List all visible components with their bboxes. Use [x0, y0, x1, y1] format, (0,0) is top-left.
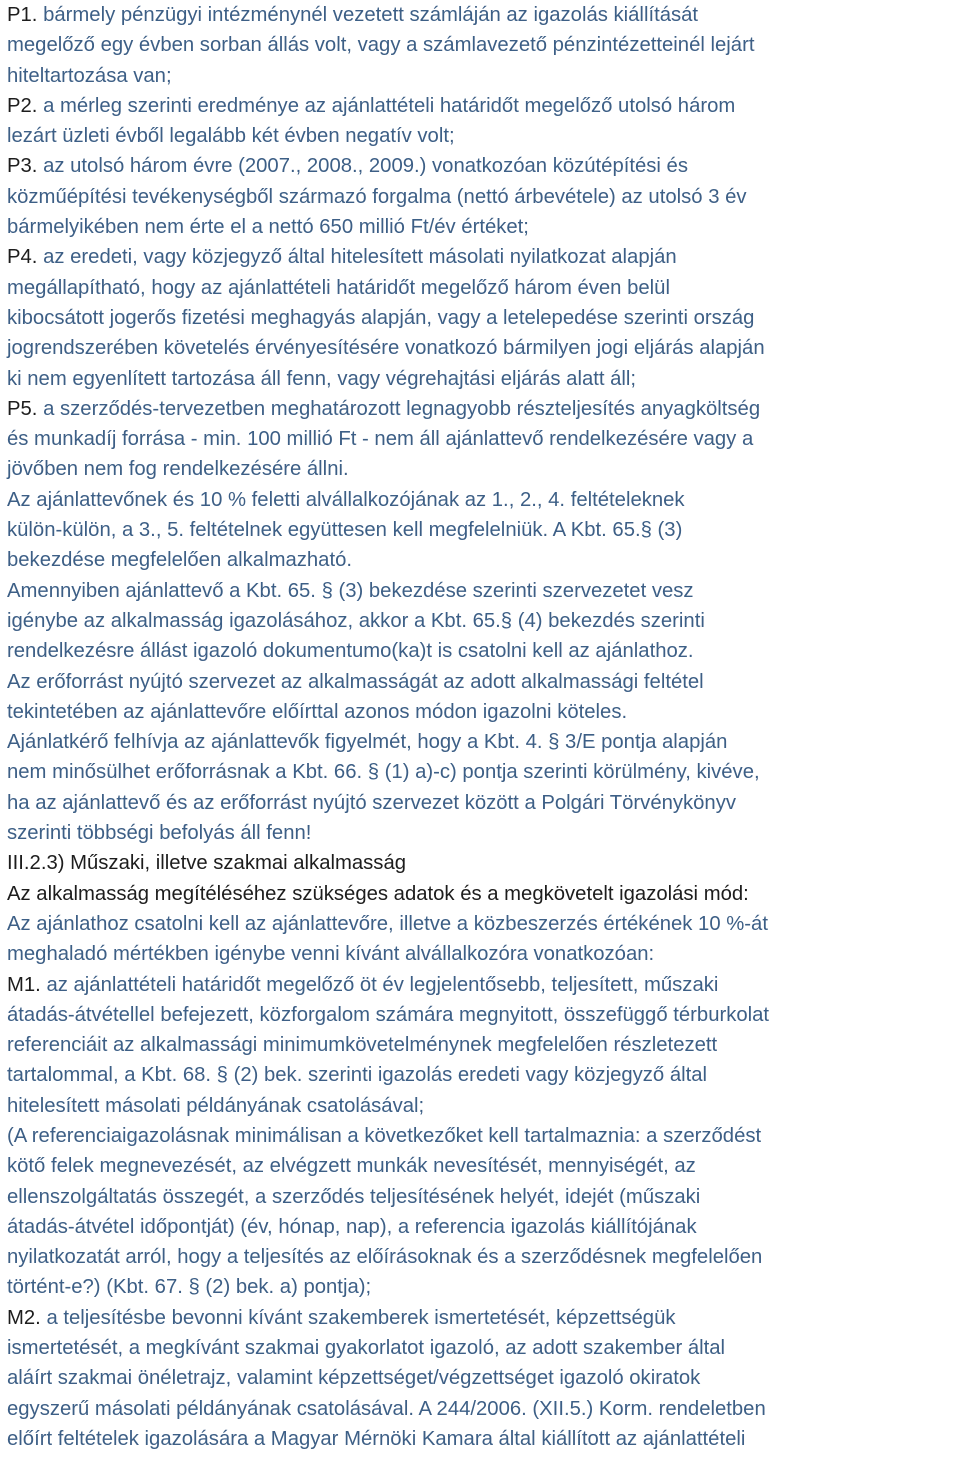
document-line: [7, 1363, 957, 1393]
line-text: tekintetében az ajánlattevőre előírttal azonos módon igazolni köteles.: [7, 700, 628, 723]
document-line: [7, 667, 957, 697]
document-line: [7, 1394, 957, 1424]
line-text: megállapítható, hogy az ajánlattételi határidőt megelőző három éven belül: [7, 276, 670, 299]
line-text: bármely pénzügyi intézménynél vezetett számláján az igazolás kiállítását: [37, 4, 699, 26]
line-text: ha az ajánlattevő és az erőforrást nyújtó szervezet között a Polgári Törvénykönyv: [7, 791, 736, 814]
document-line: [7, 757, 957, 787]
document-line: [7, 1151, 957, 1181]
line-lead: Az alkalmasság megítéléséhez szükséges adatok és a megkövetelt igazolási mód:: [7, 882, 749, 905]
document-line: [7, 1424, 957, 1454]
document-line: [7, 727, 957, 757]
document-line: [7, 1182, 957, 1212]
line-text: hiteltartozása van;: [7, 64, 172, 87]
document-line: [7, 970, 957, 1000]
document-line: [7, 576, 957, 606]
line-text: referenciáit az alkalmassági minimumkövetelménynek megfelelően részletezett: [7, 1034, 718, 1057]
document-line: [7, 91, 957, 121]
line-text: a szerződés-tervezetben meghatározott legnagyobb részteljesítés anyagköltség: [37, 397, 761, 420]
line-lead: P3.: [7, 155, 38, 178]
line-text: Az erőforrást nyújtó szervezet az alkalmasságát az adott alkalmassági feltétel: [7, 670, 704, 693]
line-text: aláírt szakmai önéletrajz, valamint képzettséget/végzettséget igazoló okiratok: [7, 1367, 701, 1390]
line-text: közműépítési tevékenységből származó forgalma (nettó árbevétele) az utolsó 3 év: [7, 185, 747, 208]
document-line: [7, 1030, 957, 1060]
document-line: [7, 939, 957, 969]
document-line: [7, 818, 957, 848]
line-text: rendelkezésre állást igazoló dokumentumo(ka)t is csatolni kell az ajánlathoz.: [7, 640, 694, 663]
document-line: [7, 394, 957, 424]
line-lead: P4.: [7, 246, 38, 269]
document-line: [7, 788, 957, 818]
document-page: [7, 0, 957, 1454]
document-line: [7, 30, 957, 60]
document-line: [7, 121, 957, 151]
line-text: jövőben nem fog rendelkezésére állni.: [7, 458, 349, 481]
line-text: nyilatkozatát arról, hogy a teljesítés az előírásoknak és a szerződésnek megfelelően: [7, 1246, 763, 1269]
document-line: [7, 273, 957, 303]
document-line: [7, 636, 957, 666]
line-lead: III.2.3) Műszaki, illetve szakmai alkalmasság: [7, 852, 406, 875]
document-line: [7, 242, 957, 272]
line-text: meghaladó mértékben igénybe venni kívánt alvállalkozóra vonatkozóan:: [7, 943, 655, 966]
line-text: kibocsátott jogerős fizetési meghagyás alapján, vagy a letelepedése szerinti ország: [7, 306, 755, 329]
document-line: [7, 303, 957, 333]
document-line: [7, 1091, 957, 1121]
document-line: [7, 1212, 957, 1242]
document-line: [7, 1242, 957, 1272]
line-text: bekezdése megfelelően alkalmazható.: [7, 549, 352, 572]
document-line: [7, 333, 957, 363]
document-line: [7, 182, 957, 212]
line-text: a teljesítésbe bevonni kívánt szakemberek ismertetését, képzettségük: [40, 1306, 676, 1329]
line-text: bármelyikében nem érte el a nettó 650 millió Ft/év értéket;: [7, 216, 529, 239]
line-text: egyszerű másolati példányának csatolásával. A 244/2006. (XII.5.) Korm. rendeletben: [7, 1397, 766, 1420]
line-text: ismertetését, a megkívánt szakmai gyakorlatot igazoló, az adott szakember által: [7, 1337, 726, 1360]
line-text: és munkadíj forrása - min. 100 millió Ft - nem áll ajánlattevő rendelkezésére vagy a: [7, 428, 754, 451]
line-text: megelőző egy évben sorban állás volt, vagy a számlavezető pénzintézetteinél lejárt: [7, 34, 755, 57]
document-line: [7, 848, 957, 878]
line-lead: M1.: [7, 973, 41, 996]
document-line: [7, 424, 957, 454]
document-line: [7, 697, 957, 727]
document-line: [7, 1121, 957, 1151]
document-line: [7, 1333, 957, 1363]
line-text: átadás-átvétel időpontját) (év, hónap, nap), a referencia igazolás kiállítójának: [7, 1215, 697, 1238]
document-line: [7, 212, 957, 242]
line-text: az ajánlattételi határidőt megelőző öt év legjelentősebb, teljesített, műszaki: [40, 973, 719, 996]
document-line: [7, 1272, 957, 1302]
line-text: lezárt üzleti évből legalább két évben negatív volt;: [7, 125, 455, 148]
line-lead: P1.: [7, 4, 38, 26]
line-text: Az ajánlattevőnek és 10 % feletti alvállalkozójának az 1., 2., 4. feltételeknek: [7, 488, 685, 511]
line-text: átadás-átvétellel befejezett, közforgalom számára megnyitott, összefüggő térburkolat: [7, 1003, 770, 1026]
document-line: [7, 545, 957, 575]
line-lead: P5.: [7, 397, 38, 420]
line-text: szerinti többségi befolyás áll fenn!: [7, 822, 312, 845]
line-text: az eredeti, vagy közjegyző által hitelesített másolati nyilatkozat alapján: [37, 246, 677, 269]
document-line: [7, 151, 957, 181]
document-line: [7, 909, 957, 939]
line-text: hitelesített másolati példányának csatolásával;: [7, 1094, 425, 1117]
document-line: [7, 1303, 957, 1333]
document-line: [7, 1000, 957, 1030]
line-text: előírt feltételek igazolására a Magyar Mérnöki Kamara által kiállított az ajánlattételi: [7, 1427, 746, 1450]
document-line: [7, 606, 957, 636]
line-text: történt-e?) (Kbt. 67. § (2) bek. a) pontja);: [7, 1276, 372, 1299]
line-text: külön-külön, a 3., 5. feltételnek együttesen kell megfelelniük. A Kbt. 65.§ (3): [7, 519, 683, 542]
line-text: Amennyiben ajánlattevő a Kbt. 65. § (3) bekezdése szerinti szervezetet vesz: [7, 579, 694, 602]
line-text: jogrendszerében követelés érvényesítésére vonatkozó bármilyen jogi eljárás alapján: [7, 337, 765, 360]
line-text: Az ajánlathoz csatolni kell az ajánlattevőre, illetve a közbeszerzés értékének 10 %-át: [7, 912, 768, 935]
document-line: [7, 879, 957, 909]
document-line: [7, 454, 957, 484]
line-lead: P2.: [7, 94, 38, 117]
line-text: nem minősülhet erőforrásnak a Kbt. 66. § (1) a)-c) pontja szerinti körülmény, kivéve,: [7, 761, 760, 784]
document-line: [7, 364, 957, 394]
line-text: az utolsó három évre (2007., 2008., 2009.) vonatkozóan közútépítési és: [37, 155, 688, 178]
line-text: tartalommal, a Kbt. 68. § (2) bek. szerinti igazolás eredeti vagy közjegyző által: [7, 1064, 708, 1087]
line-text: igénybe az alkalmasság igazolásához, akkor a Kbt. 65.§ (4) bekezdés szerinti: [7, 609, 705, 632]
document-line: [7, 61, 957, 91]
document-line: [7, 485, 957, 515]
line-text: ki nem egyenlített tartozása áll fenn, vagy végrehajtási eljárás alatt áll;: [7, 367, 637, 390]
document-line: [7, 1060, 957, 1090]
line-text: (A referenciaigazolásnak minimálisan a következőket kell tartalmaznia: a szerződést: [7, 1124, 762, 1147]
line-text: a mérleg szerinti eredménye az ajánlattételi határidőt megelőző utolsó három: [37, 94, 736, 117]
line-text: Ajánlatkérő felhívja az ajánlattevők figyelmét, hogy a Kbt. 4. § 3/E pontja alapján: [7, 731, 728, 754]
document-line: [7, 515, 957, 545]
line-lead: M2.: [7, 1306, 41, 1329]
line-text: ellenszolgáltatás összegét, a szerződés teljesítésének helyét, idejét (műszaki: [7, 1185, 701, 1208]
line-text: kötő felek megnevezését, az elvégzett munkák nevesítését, mennyiségét, az: [7, 1155, 696, 1178]
document-line: [7, 0, 957, 30]
